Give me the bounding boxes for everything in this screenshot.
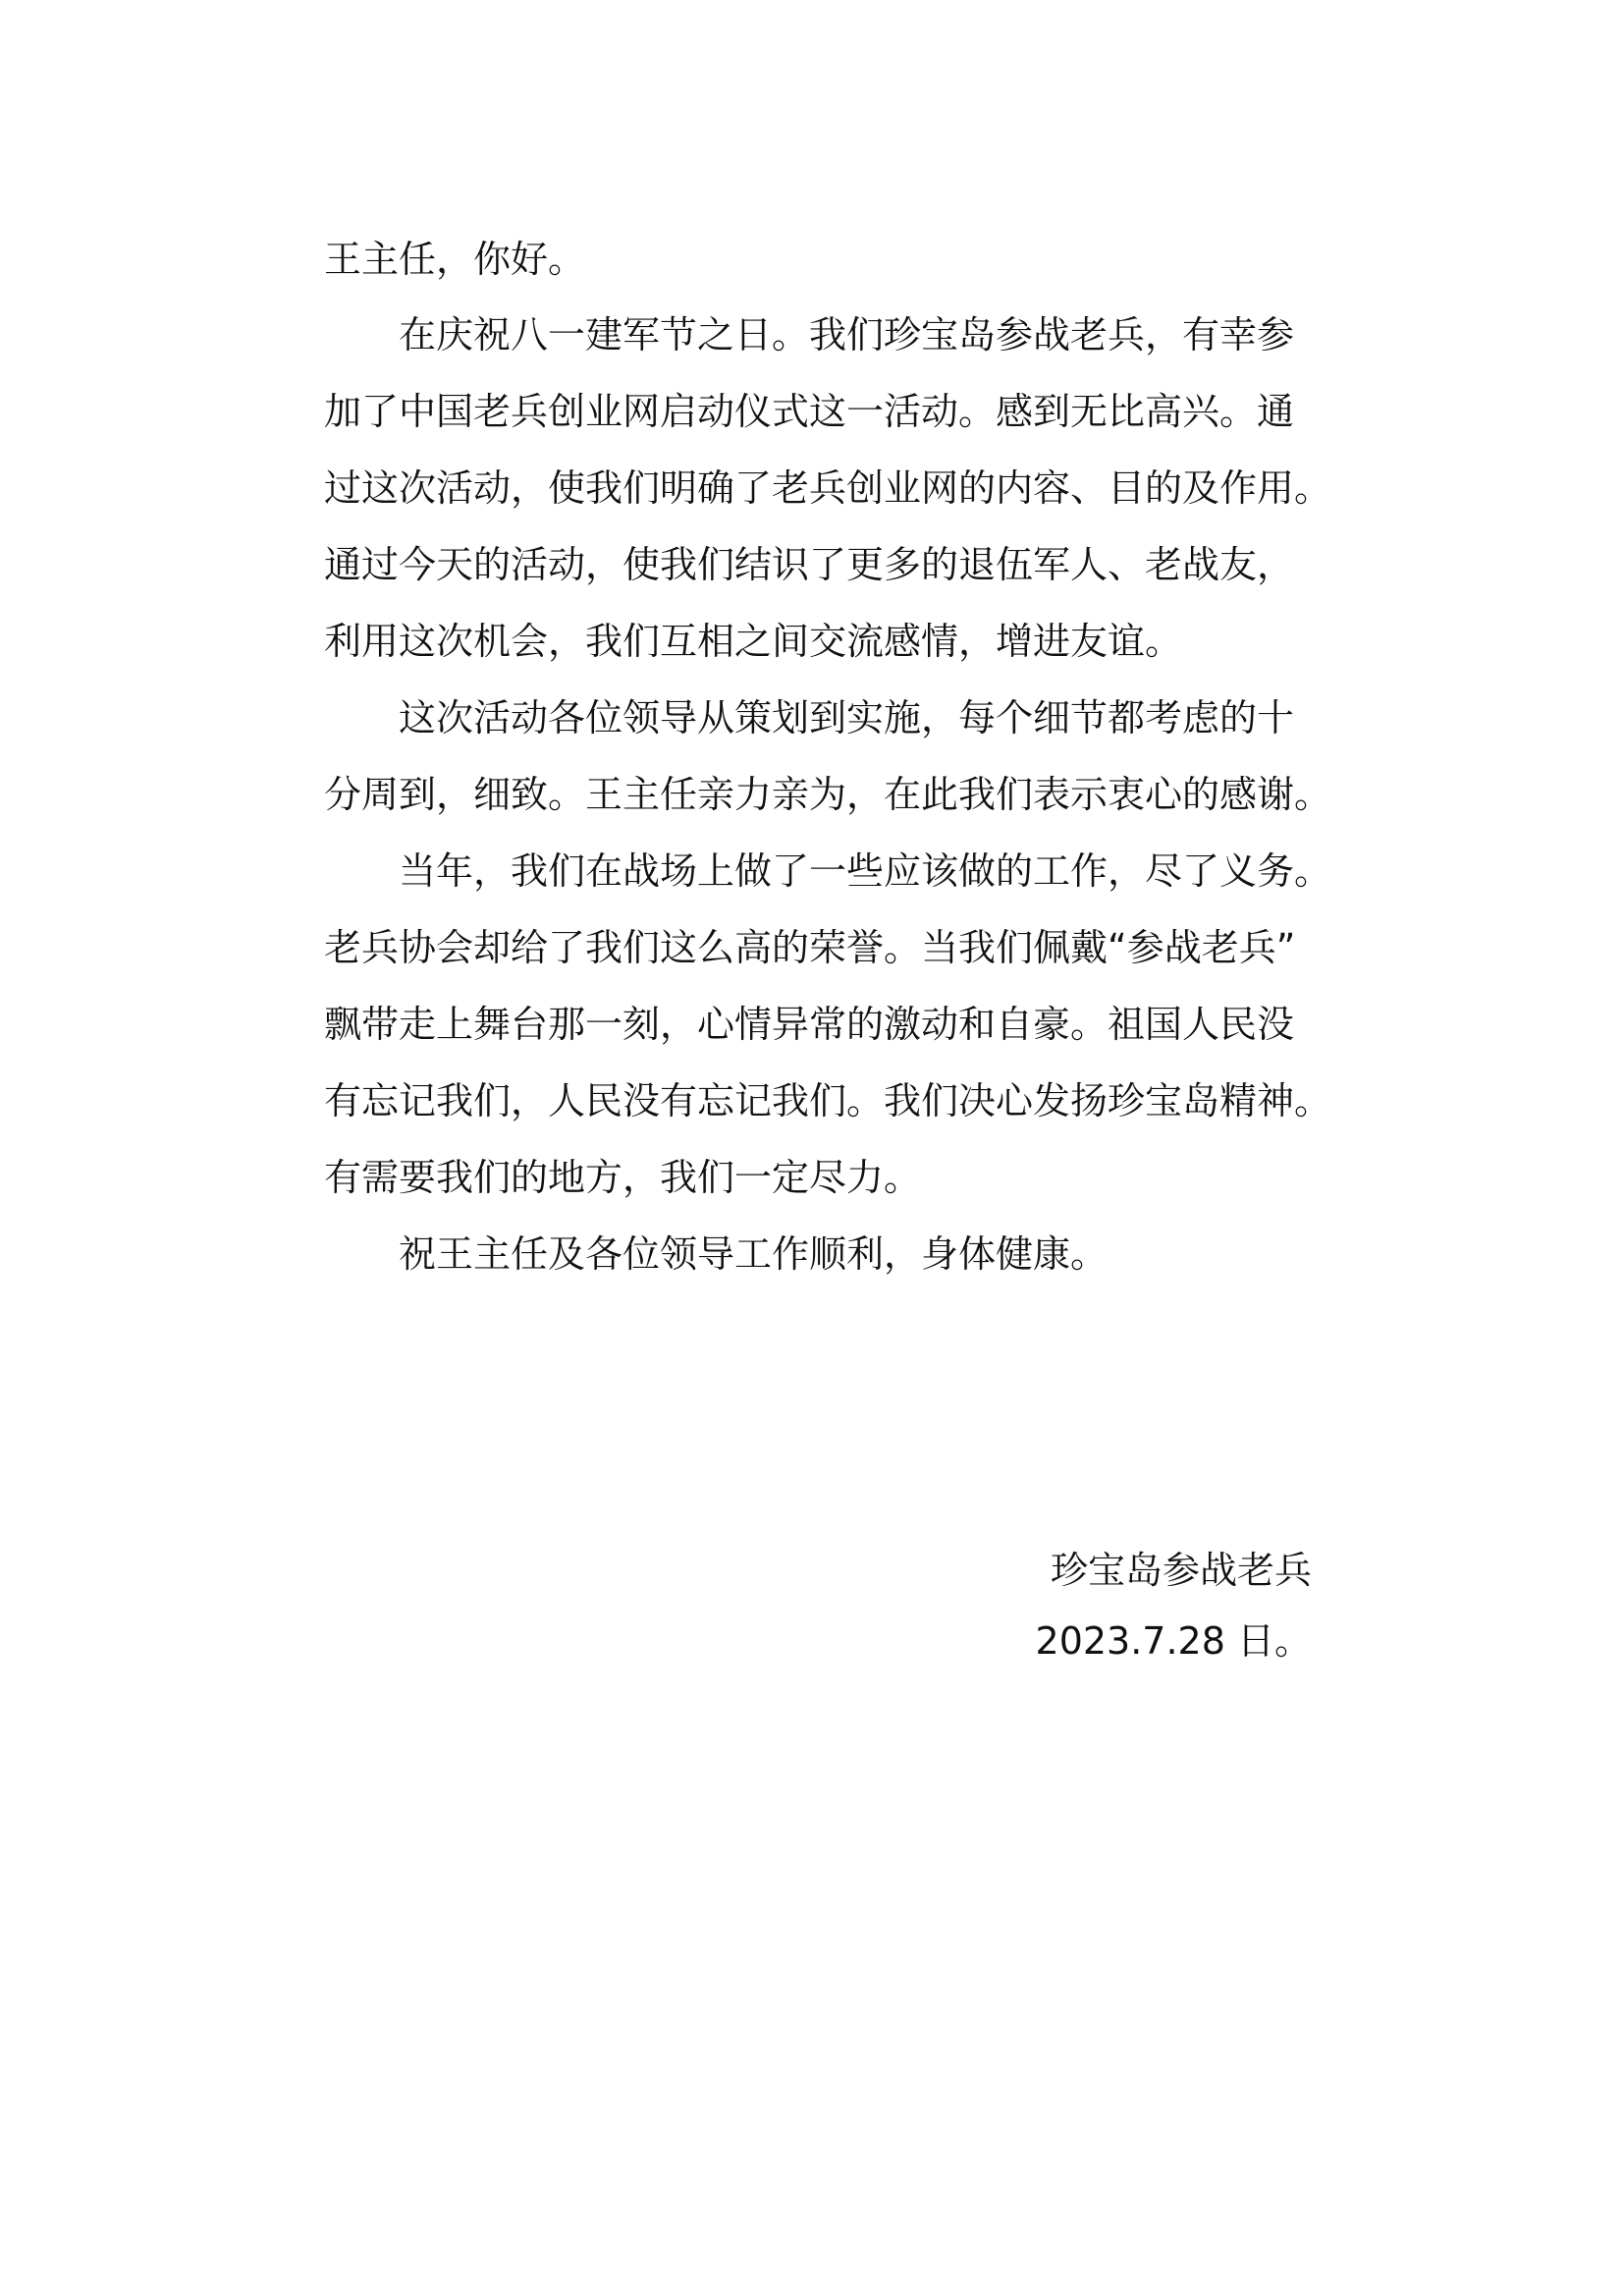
paragraph-1-line-1: 在庆祝八一建军节之日。我们珍宝岛参战老兵，有幸参 xyxy=(399,313,1295,356)
paragraph-1-line-4: 通过今天的活动，使我们结识了更多的退伍军人、老战友， xyxy=(324,543,1295,586)
paragraph-1-line-2: 加了中国老兵创业网启动仪式这一活动。感到无比高兴。通 xyxy=(324,390,1295,433)
paragraph-3-line-4: 有忘记我们，人民没有忘记我们。我们决心发扬珍宝岛精神。 xyxy=(324,1079,1332,1122)
greeting-line: 王主任，你好。 xyxy=(324,238,586,281)
paragraph-3-line-1: 当年，我们在战场上做了一些应该做的工作，尽了义务。 xyxy=(399,849,1332,893)
paragraph-2-line-1: 这次活动各位领导从策划到实施，每个细节都考虑的十 xyxy=(399,696,1295,739)
closing-line: 祝王主任及各位领导工作顺利，身体健康。 xyxy=(399,1232,1109,1276)
paragraph-3-line-3: 飘带走上舞台那一刻，心情异常的激动和自豪。祖国人民没 xyxy=(324,1003,1295,1046)
paragraph-3-line-5: 有需要我们的地方，我们一定尽力。 xyxy=(324,1156,922,1199)
signature-name: 珍宝岛参战老兵 xyxy=(1050,1549,1312,1592)
paragraph-1-line-3: 过这次活动，使我们明确了老兵创业网的内容、目的及作用。 xyxy=(324,466,1332,510)
paragraph-1-line-5: 利用这次机会，我们互相之间交流感情，增进友谊。 xyxy=(324,620,1183,663)
signature-date: 2023.7.28 日。 xyxy=(1035,1619,1312,1663)
paragraph-3-line-2: 老兵协会却给了我们这么高的荣誉。当我们佩戴“参战老兵” xyxy=(324,926,1296,969)
paragraph-2-line-2: 分周到，细致。王主任亲力亲为，在此我们表示衷心的感谢。 xyxy=(324,773,1332,816)
